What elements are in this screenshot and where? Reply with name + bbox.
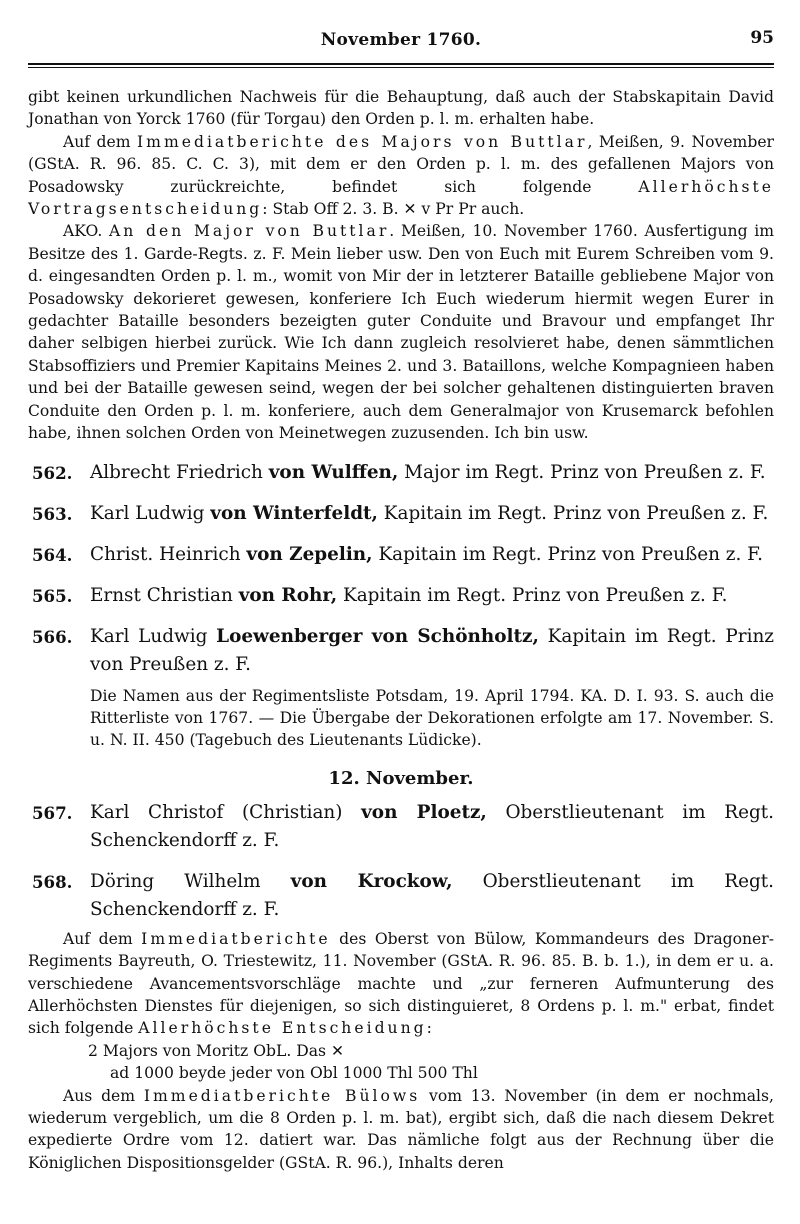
paragraph-2-spaced-decision: Allerhöchste Vortragsentscheidung — [28, 177, 774, 219]
entry-given-name: Karl Ludwig — [90, 502, 211, 524]
page-header — [28, 0, 774, 62]
entry-563 — [28, 500, 774, 528]
paragraph-5-spaced-report: Immediatberichte Bülows — [143, 1086, 421, 1105]
entries-list-1 — [28, 459, 774, 752]
entry-566 — [28, 623, 774, 679]
entries-list-2 — [28, 799, 774, 924]
paragraph-3-spaced-addressee: An den Major von Buttlar — [109, 222, 390, 241]
entry-surname: von Zepelin, — [246, 543, 373, 565]
paragraph-5-c: vom 13. November (in dem er nochmals, wiederum vergeblich, um die 8 Orden p. l. m. bat), ergibt sich, daß die nach diesem Dekret expedierte Ordre vom 12. datiert war. Das nämliche folgt aus der Rechnung über die Königlichen Dispositionsgelder (GStA. R. 96.), Inhalts deren — [28, 1086, 774, 1172]
paragraph-5-a: Aus dem — [63, 1086, 144, 1105]
section-heading: 12. November. — [328, 767, 474, 789]
paragraph-2 — [28, 131, 774, 221]
entry-rank: Oberstlieutenant im Regt. Schenckendorff z. F. — [90, 870, 774, 920]
entry-562 — [28, 459, 774, 487]
paragraph-4-spaced-decision: Allerhöchste Entscheidung — [138, 1019, 427, 1038]
paragraph-4-c: des Oberst von Bülow, Kommandeurs des Dragoner-Regiments Bayreuth, O. Triestewitz, 11. November (GStA. R. 96. 85. B. b. 1.), in dem er u. a. verschiedene Avancementsvorschläge machte und „zur ferneren Aufmunterung des Allerhöchsten Dienstes für diejenigen, so sich distinguieret, 8 Ordens p. l. m." erbat, findet sich folgende — [28, 929, 774, 1038]
entry-number: 565. — [32, 585, 73, 606]
entry-rank: Kapitain im Regt. Prinz von Preußen z. F. — [377, 502, 769, 524]
entry-564 — [28, 541, 774, 569]
entry-given-name: Karl Christof (Christian) — [90, 801, 362, 823]
paragraph-2-e: : Stab Off 2. 3. B. ✕ v Pr Pr auch. — [262, 200, 525, 219]
entry-566-note: Die Namen aus der Regimentsliste Potsdam, 19. April 1794. KA. D. I. 93. S. auch die Ritterliste von 1767. — Die Übergabe der Dekorationen erfolgte am 17. November. S. u. N. II. 450 (Tagebuch des Lieutenants Lüdicke). — [90, 686, 774, 750]
entry-number: 566. — [32, 626, 73, 647]
entry-565 — [28, 582, 774, 610]
entry-rank: Kapitain im Regt. Prinz von Preußen z. F. — [90, 625, 774, 675]
paragraph-2-c: , Meißen, 9. November (GStA. R. 96. 85. C. C. 3), mit dem er den Orden p. l. m. des gefallenen Majors von Posadowsky zurückreichte, befindet sich folgende — [28, 132, 774, 196]
entry-567 — [28, 799, 774, 855]
decision-line-1: 2 Majors von Moritz ObL. Das ✕ — [88, 1041, 345, 1060]
paragraph-4-a: Auf dem — [63, 929, 142, 948]
paragraph-4-e: : — [426, 1019, 432, 1038]
entry-given-name: Karl Ludwig — [90, 625, 217, 647]
page-body — [28, 86, 774, 1174]
paragraph-3-c: . Meißen, 10. November 1760. Ausfertigung im Besitze des 1. Garde-Regts. z. F. Mein lieber usw. Den von Euch mit Eurem Schreiben vom 9. d. eingesandten Orden p. l. m., womit von Mir der in letzterer Bataille gebliebene Major von Posadowsky dekorieret gewesen, konferiere Ich Euch wiederum hiermit wegen Eurer in gedachter Bataille besonders bezeigten guter Conduite und Bravour und empfanget Ihr daher selbigen hierbei zurück. Wie Ich dann zugleich resolvieret habe, denen sämmtlichen Stabsoffiziers und Premier Kapitains Meines 2. und 3. Bataillons, welche Kompagnieen haben und bei der Bataille gewesen seind, wegen der bei solcher gehaltenen distinguierten braven Conduite den Orden p. l. m. konferiere, auch dem Generalmajor von Krusemarck befohlen habe, ihnen solchen Orden von Meinetwegen zuzusenden. Ich bin usw. — [28, 222, 775, 443]
entry-number: 567. — [32, 802, 73, 823]
paragraph-1: gibt keinen urkundlichen Nachweis für die Behauptung, daß auch der Stabskapitain David Jonathan von Yorck 1760 (für Torgau) den Orden p. l. m. erhalten habe. — [28, 88, 774, 129]
entry-given-name: Döring Wilhelm — [90, 870, 291, 892]
entry-rank: Major im Regt. Prinz von Preußen z. F. — [398, 461, 766, 483]
header-rule-thick — [28, 63, 774, 65]
entry-surname: von Winterfeldt, — [210, 502, 378, 524]
decision-line-2: ad 1000 beyde jeder von Obl 1000 Thl 500 Thl — [110, 1064, 478, 1083]
entry-number: 568. — [32, 871, 73, 892]
running-title: November 1760. — [320, 30, 482, 50]
entry-surname: von Krockow, — [290, 870, 453, 892]
entry-568 — [28, 868, 774, 924]
entry-number: 563. — [32, 503, 73, 524]
document-page — [28, 0, 775, 1172]
paragraph-5 — [28, 1085, 774, 1175]
entry-given-name: Albrecht Friedrich — [90, 461, 269, 483]
paragraph-3 — [28, 220, 774, 444]
header-rule-thin — [28, 67, 774, 68]
entry-surname: von Ploetz, — [361, 801, 487, 823]
paragraph-4 — [28, 928, 774, 1040]
entry-rank: Kapitain im Regt. Prinz von Preußen z. F. — [372, 543, 763, 565]
entry-surname: Loewenberger von Schönholtz, — [216, 625, 539, 647]
entry-surname: von Rohr, — [238, 584, 338, 606]
entry-given-name: Ernst Christian — [90, 584, 239, 606]
paragraph-4-spaced-report: Immediatberichte — [141, 929, 331, 948]
page-number: 95 — [750, 28, 774, 48]
paragraph-3-a: AKO. — [63, 222, 110, 241]
entry-surname: von Wulffen, — [268, 461, 399, 483]
entry-rank: Kapitain im Regt. Prinz von Preußen z. F. — [337, 584, 728, 606]
entry-given-name: Christ. Heinrich — [90, 543, 247, 565]
paragraph-2-spaced-report: Immediatberichte des Majors von Buttlar — [137, 132, 588, 151]
entry-number: 562. — [32, 462, 73, 483]
entry-number: 564. — [32, 544, 73, 565]
paragraph-2-a: Auf dem — [63, 132, 137, 151]
entry-rank: Oberstlieutenant im Regt. Schenckendorff z. F. — [90, 801, 774, 851]
